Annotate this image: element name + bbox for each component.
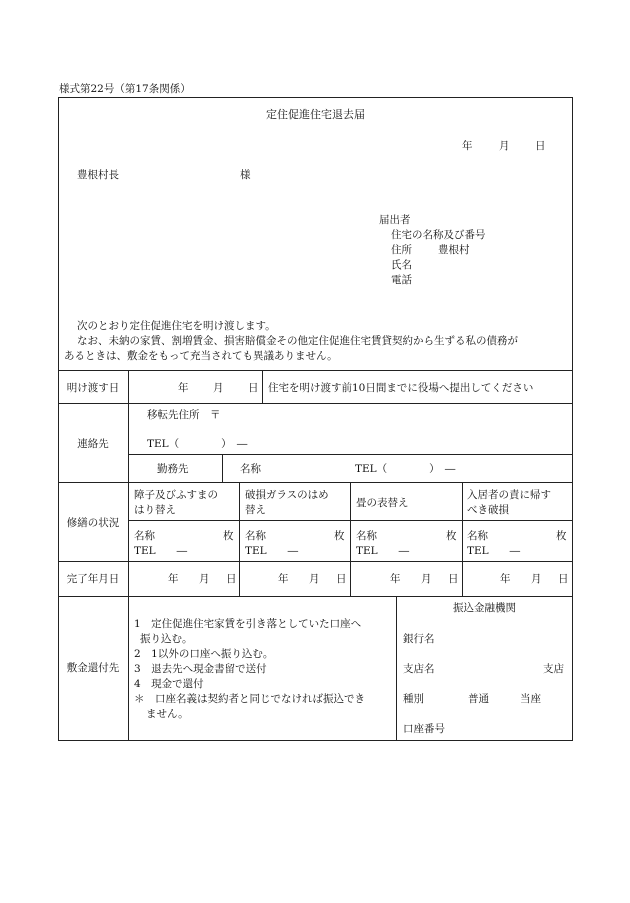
date-day-field[interactable]: 日 bbox=[535, 140, 546, 152]
repair-item-title: べき破損 bbox=[467, 504, 509, 516]
address-label[interactable]: 住所 bbox=[391, 244, 412, 256]
statement-line-2: なお、未納の家賃、割増賃金、損害賠償金その他定住促進住宅賃貸契約から生ずる私の債務が bbox=[77, 335, 518, 347]
contact-tel[interactable]: TEL（ ） ― bbox=[147, 438, 248, 450]
handover-note: 住宅を明け渡す前10日間までに役場へ提出してください bbox=[268, 382, 534, 394]
completion-month[interactable]: 月 bbox=[531, 573, 542, 585]
handover-label: 明け渡す日 bbox=[66, 382, 120, 394]
form-frame bbox=[58, 97, 573, 741]
repair-count-unit[interactable]: 枚 bbox=[223, 530, 234, 542]
applicant-heading: 届出者 bbox=[379, 214, 411, 226]
addressee-name: 豊根村長 bbox=[77, 169, 119, 181]
repair-name-label[interactable]: 名称 bbox=[356, 530, 377, 542]
address-value: 豊根村 bbox=[438, 244, 470, 256]
deposit-note: ません。 bbox=[146, 708, 189, 720]
account-type-label: 種別 bbox=[403, 693, 424, 705]
account-number-label[interactable]: 口座番号 bbox=[403, 723, 445, 735]
handover-year[interactable]: 年 bbox=[178, 382, 189, 394]
repair-count-unit[interactable]: 枚 bbox=[556, 530, 567, 542]
repair-item-title: 入居者の責に帰す bbox=[467, 489, 551, 501]
repair-item-title: 畳の表替え bbox=[356, 497, 409, 509]
completion-year[interactable]: 年 bbox=[500, 573, 511, 585]
form-id: 様式第22号（第17条関係） bbox=[59, 83, 191, 95]
deposit-note: ＊ 口座名義は契約者と同じでなければ振込でき bbox=[134, 693, 365, 705]
statement-line-1: 次のとおり定住促進住宅を明け渡します。 bbox=[77, 320, 276, 332]
bank-name-label[interactable]: 銀行名 bbox=[403, 633, 435, 645]
deposit-option[interactable]: 1 定住促進住宅家賃を引き落としていた口座へ bbox=[134, 618, 362, 630]
bank-heading: 振込金融機関 bbox=[453, 602, 516, 614]
repair-label: 修繕の状況 bbox=[66, 517, 120, 529]
branch-suffix: 支店 bbox=[543, 663, 564, 675]
repair-tel[interactable]: TEL ― bbox=[356, 545, 410, 557]
repair-item-title: 替え bbox=[245, 504, 266, 516]
completion-year[interactable]: 年 bbox=[168, 573, 179, 585]
completion-month[interactable]: 月 bbox=[421, 573, 432, 585]
housing-label[interactable]: 住宅の名称及び番号 bbox=[391, 229, 486, 241]
date-year-field[interactable]: 年 bbox=[462, 140, 473, 152]
completion-day[interactable]: 日 bbox=[558, 573, 569, 585]
completion-month[interactable]: 月 bbox=[309, 573, 320, 585]
completion-day[interactable]: 日 bbox=[336, 573, 347, 585]
completion-year[interactable]: 年 bbox=[278, 573, 289, 585]
completion-label: 完了年月日 bbox=[66, 573, 120, 585]
repair-item-title: 破損ガラスのはめ bbox=[245, 489, 329, 501]
completion-year[interactable]: 年 bbox=[390, 573, 401, 585]
completion-day[interactable]: 日 bbox=[448, 573, 459, 585]
repair-item-title: 障子及びふすまの bbox=[134, 489, 218, 501]
name-label[interactable]: 氏名 bbox=[391, 259, 412, 271]
deposit-option: 振り込む。 bbox=[140, 633, 193, 645]
repair-count-unit[interactable]: 枚 bbox=[334, 530, 345, 542]
completion-day[interactable]: 日 bbox=[226, 573, 237, 585]
handover-day[interactable]: 日 bbox=[248, 382, 259, 394]
addressee-honorific: 様 bbox=[240, 169, 251, 181]
workplace-tel[interactable]: TEL（ ） ― bbox=[355, 463, 456, 475]
repair-count-unit[interactable]: 枚 bbox=[446, 530, 457, 542]
contact-label: 連絡先 bbox=[77, 438, 109, 450]
account-type-ordinary[interactable]: 普通 bbox=[468, 693, 489, 705]
deposit-option[interactable]: 4 現金で還付 bbox=[134, 678, 204, 690]
handover-month[interactable]: 月 bbox=[213, 382, 224, 394]
workplace-label: 勤務先 bbox=[157, 463, 189, 475]
account-type-current[interactable]: 当座 bbox=[520, 693, 541, 705]
phone-label[interactable]: 電話 bbox=[391, 274, 412, 286]
statement-line-3: あるときは、敷金をもって充当されても異議ありません。 bbox=[64, 350, 338, 362]
repair-tel[interactable]: TEL ― bbox=[134, 545, 188, 557]
completion-month[interactable]: 月 bbox=[199, 573, 210, 585]
repair-item-title: はり替え bbox=[134, 504, 176, 516]
repair-tel[interactable]: TEL ― bbox=[467, 545, 521, 557]
branch-label[interactable]: 支店名 bbox=[403, 663, 435, 675]
workplace-name-label[interactable]: 名称 bbox=[240, 463, 261, 475]
repair-name-label[interactable]: 名称 bbox=[134, 530, 155, 542]
deposit-option[interactable]: 3 退去先へ現金書留で送付 bbox=[134, 663, 267, 675]
repair-name-label[interactable]: 名称 bbox=[467, 530, 488, 542]
deposit-label: 敷金還付先 bbox=[66, 662, 120, 674]
date-month-field[interactable]: 月 bbox=[499, 140, 510, 152]
form-title: 定住促進住宅退去届 bbox=[266, 108, 365, 121]
deposit-option[interactable]: 2 1以外の口座へ振り込む。 bbox=[134, 648, 274, 660]
repair-tel[interactable]: TEL ― bbox=[245, 545, 299, 557]
new-address-label[interactable]: 移転先住所 〒 bbox=[147, 409, 221, 421]
repair-name-label[interactable]: 名称 bbox=[245, 530, 266, 542]
